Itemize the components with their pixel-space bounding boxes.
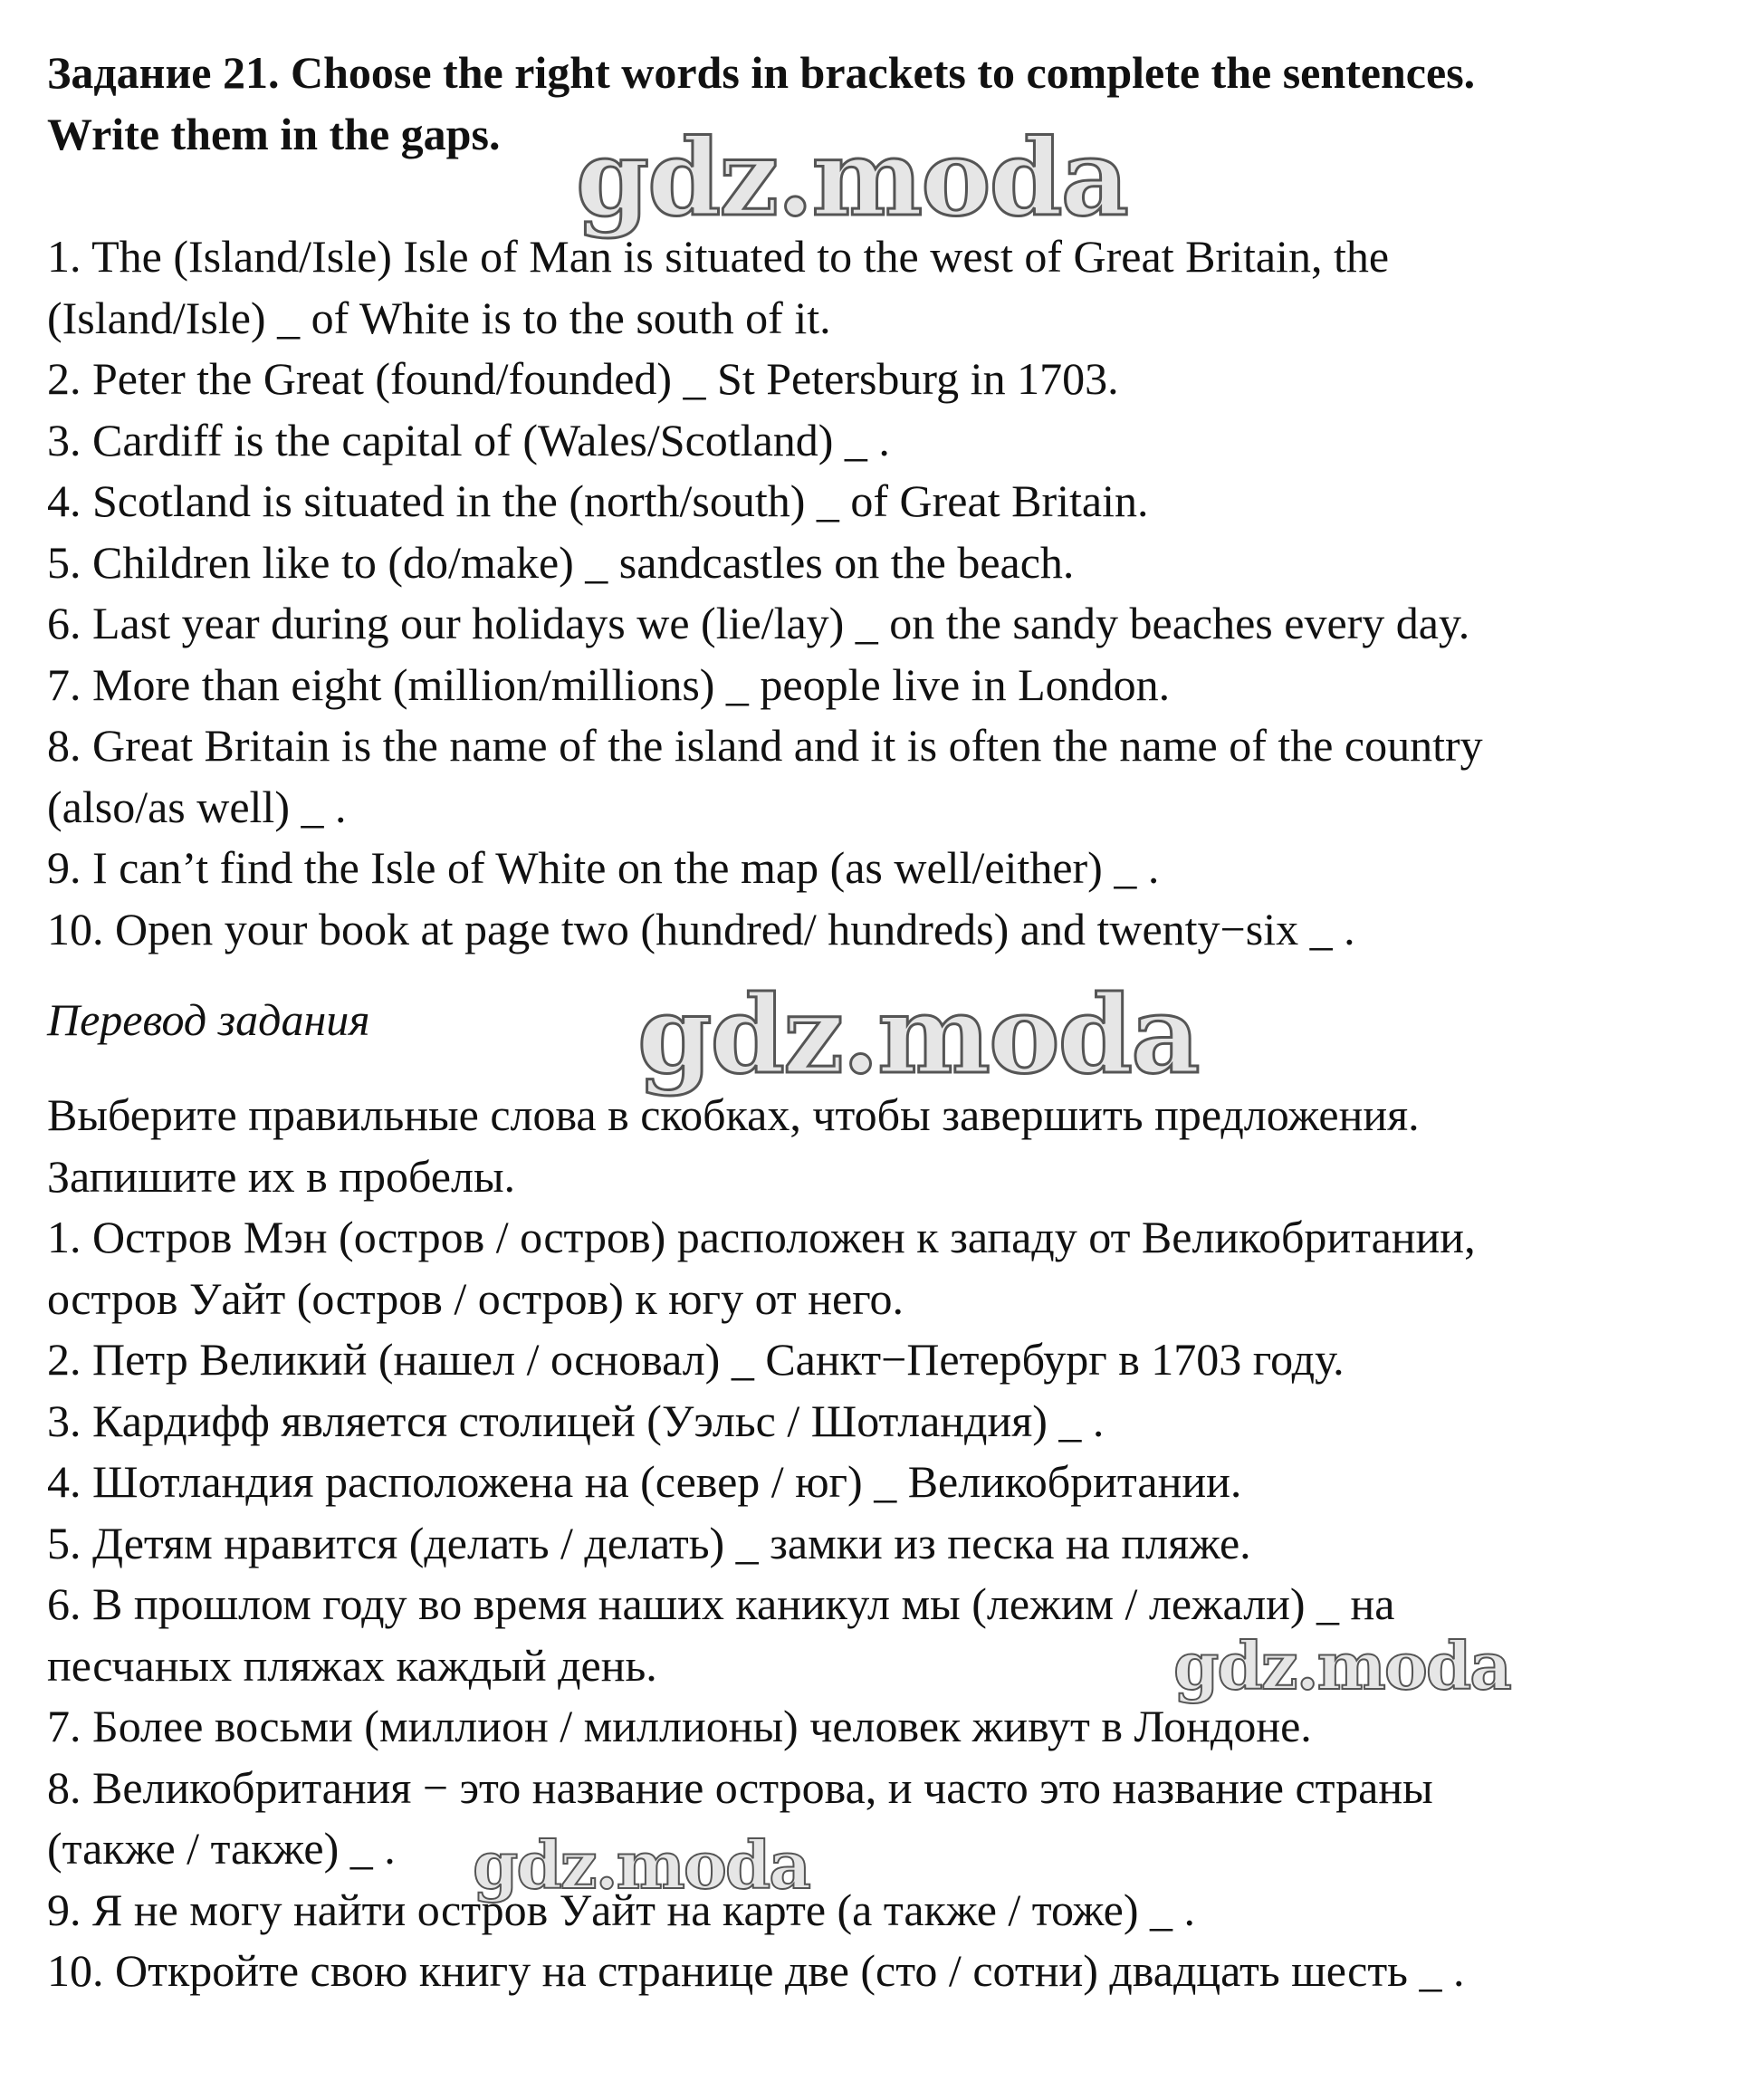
- translation-line: остров Уайт (остров / остров) к югу от него.: [47, 1272, 904, 1324]
- english-line: 3. Cardiff is the capital of (Wales/Scotland) _ .: [47, 414, 890, 465]
- translation-line: 10. Откройте свою книгу на странице две (сто / сотни) двадцать шесть _ .: [47, 1945, 1465, 1996]
- english-exercise: [47, 226, 1749, 960]
- translation-line: 4. Шотландия расположена на (север / юг) _ Великобритании.: [47, 1456, 1242, 1507]
- english-line: 1. The (Island/Isle) Isle of Man is situated to the west of Great Britain, the: [47, 231, 1390, 282]
- translation-line: 3. Кардифф является столицей (Уэльс / Шотландия) _ .: [47, 1395, 1105, 1446]
- english-line: 6. Last year during our holidays we (lie/lay) _ on the sandy beaches every day.: [47, 598, 1470, 648]
- translation-line: Запишите их в пробелы.: [47, 1150, 516, 1202]
- translation-line: 2. Петр Великий (нашел / основал) _ Санкт−Петербург в 1703 году.: [47, 1334, 1345, 1385]
- watermark-logo: gdz.moda: [576, 117, 1127, 240]
- english-line: 10. Open your book at page two (hundred/ hundreds) and twenty−six _ .: [47, 903, 1355, 954]
- translation-line: (также / также) _ .: [47, 1823, 396, 1874]
- english-line: (Island/Isle) _ of White is to the south of it.: [47, 292, 831, 343]
- task-title-line-2: Write them in the gaps.: [47, 109, 501, 159]
- english-line: 4. Scotland is situated in the (north/south) _ of Great Britain.: [47, 475, 1149, 526]
- watermark-logo: gdz.moda: [473, 1827, 809, 1903]
- task-title-line-1: Задание 21. Choose the right words in brackets to complete the sentences.: [47, 47, 1476, 98]
- translation-line: 6. В прошлом году во время наших каникул мы (лежим / лежали) _ на: [47, 1578, 1395, 1629]
- translation-heading: Перевод задания: [47, 994, 370, 1045]
- english-line: 9. I can’t find the Isle of White on the map (as well/either) _ .: [47, 842, 1160, 893]
- translation-text: [47, 1085, 1749, 2002]
- translation-line: Выберите правильные слова в скобках, чтобы завершить предложения.: [47, 1089, 1420, 1140]
- watermark-logo: gdz.moda: [637, 972, 1199, 1098]
- translation-line: 1. Остров Мэн (остров / остров) расположен к западу от Великобритании,: [47, 1212, 1476, 1262]
- translation-line: 8. Великобритания − это название острова, и часто это название страны: [47, 1761, 1433, 1813]
- english-line: 8. Great Britain is the name of the island and it is often the name of the country: [47, 720, 1483, 771]
- english-line: 2. Peter the Great (found/founded) _ St Petersburg in 1703.: [47, 353, 1119, 404]
- watermark-logo: gdz.moda: [1173, 1627, 1510, 1704]
- translation-line: 5. Детям нравится (делать / делать) _ замки из песка на пляже.: [47, 1517, 1251, 1568]
- english-line: 5. Children like to (do/make) _ sandcastles on the beach.: [47, 536, 1075, 588]
- translation-line: песчаных пляжах каждый день.: [47, 1639, 657, 1691]
- english-line: (also/as well) _ .: [47, 781, 347, 832]
- translation-line: 7. Более восьми (миллион / миллионы) человек живут в Лондоне.: [47, 1701, 1312, 1751]
- translation-line: 9. Я не могу найти остров Уайт на карте (а также / тоже) _ .: [47, 1884, 1195, 1935]
- english-line: 7. More than eight (million/millions) _ people live in London.: [47, 658, 1171, 710]
